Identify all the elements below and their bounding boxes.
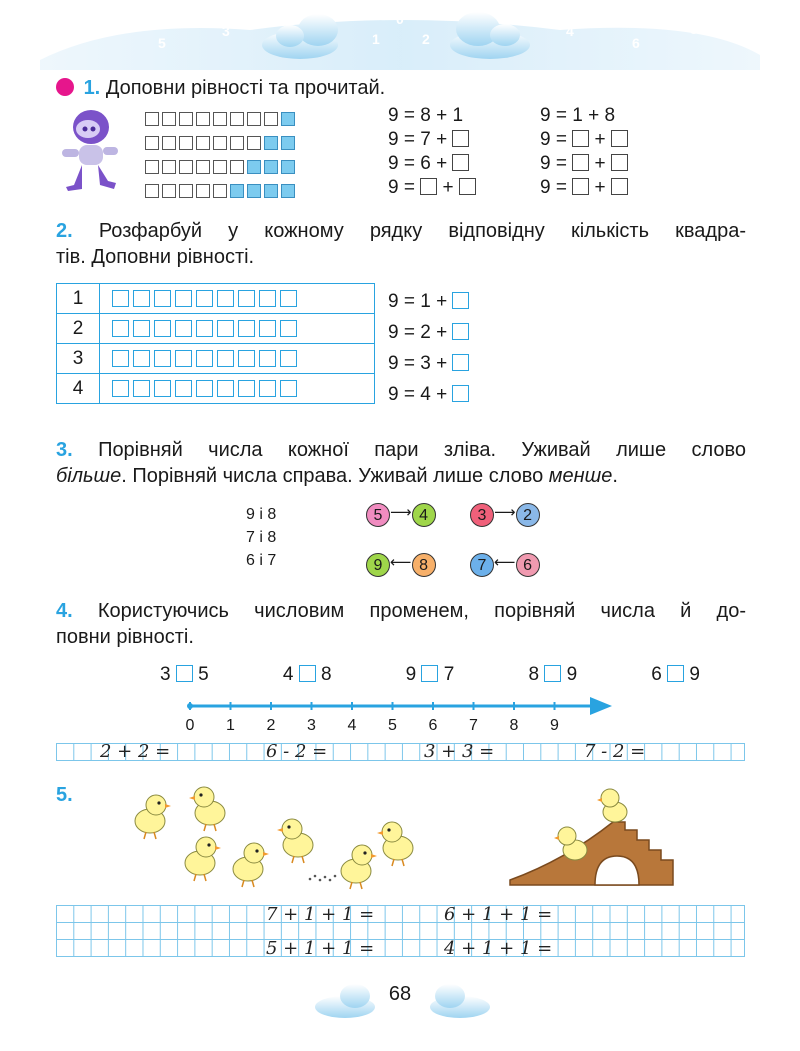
chick-icon [341, 845, 377, 889]
task2-heading [56, 218, 746, 270]
equation: 9 = 2 + [388, 317, 469, 348]
robot-icon [52, 105, 130, 195]
task2-number: 2. [56, 220, 73, 242]
answer-box[interactable] [452, 154, 469, 171]
answer-box[interactable] [459, 178, 476, 195]
band-digit: 6 [632, 35, 640, 51]
task3-text-line2: більше. Порівняй числа справа. Уживай лише слово менше. [56, 465, 618, 487]
chick-icon [189, 787, 225, 831]
chick-icon [185, 837, 221, 881]
equation: 9 = 8 + 1 [388, 105, 464, 126]
empty-square [179, 112, 193, 126]
empty-square [196, 112, 210, 126]
ray-tick-label: 0 [185, 717, 195, 734]
empty-square [162, 112, 176, 126]
comparison: 6 9 [651, 664, 700, 685]
ray-tick-label: 8 [509, 717, 519, 734]
answer-box[interactable] [544, 665, 561, 682]
colourable-square[interactable] [238, 320, 255, 337]
task1-square-rows [145, 110, 298, 206]
colourable-square[interactable] [133, 320, 150, 337]
band-digit: 2 [422, 31, 430, 47]
empty-square [247, 112, 261, 126]
task4-text-line2: повни рівності. [56, 626, 194, 648]
empty-square [247, 136, 261, 150]
arrow-left-icon: ⟵ [494, 554, 516, 571]
colourable-square[interactable] [112, 380, 129, 397]
colourable-square[interactable] [175, 290, 192, 307]
table-row [57, 344, 375, 374]
colouring-squares [100, 314, 375, 344]
colourable-square[interactable] [217, 380, 234, 397]
colourable-square[interactable] [217, 350, 234, 367]
cloud-icon [262, 14, 338, 59]
colourable-square[interactable] [112, 350, 129, 367]
answer-box[interactable] [421, 665, 438, 682]
colourable-square[interactable] [259, 350, 276, 367]
colourable-square[interactable] [133, 290, 150, 307]
empty-square [179, 136, 193, 150]
colourable-square[interactable] [259, 290, 276, 307]
chick-icon [277, 819, 313, 863]
colourable-square[interactable] [217, 290, 234, 307]
cloud-icon [450, 12, 530, 59]
empty-square [230, 136, 244, 150]
task5-writing-grid [56, 905, 745, 957]
task1-text: Доповни рівності та прочитай. [105, 77, 386, 99]
number-pair: 6 і 7 [246, 552, 277, 569]
empty-square [196, 160, 210, 174]
filled-square [247, 184, 261, 198]
row-number: 4 [57, 374, 100, 404]
empty-square [162, 160, 176, 174]
task4-text-line1: Користуючись числовим променем, порівняй числа й до- [97, 600, 746, 622]
colourable-square[interactable] [154, 290, 171, 307]
task2-table [56, 283, 375, 404]
colourable-square[interactable] [280, 320, 297, 337]
task2-text-line1: Розфарбуй у кожному рядку відповідну кількість квадра- [98, 220, 746, 242]
answer-box[interactable] [452, 385, 469, 402]
comparison: 8 9 [528, 664, 578, 685]
empty-square [179, 160, 193, 174]
equation: 9 = 1 + [388, 286, 469, 317]
number-circle: 6 [516, 553, 540, 577]
empty-square [213, 136, 227, 150]
band-digit: 7 [107, 15, 115, 31]
handwritten-expression: 7 - 2 = [584, 741, 646, 762]
ray-tick-label: 3 [307, 717, 316, 734]
square-row [145, 158, 298, 182]
equation: 9 = + [540, 128, 628, 152]
task2-equations [388, 286, 469, 410]
pink-dot-icon [56, 78, 74, 96]
colourable-square[interactable] [280, 350, 297, 367]
task3-number: 3. [56, 439, 73, 461]
task1-heading [56, 75, 385, 101]
colourable-square[interactable] [154, 350, 171, 367]
filled-square [281, 112, 295, 126]
colourable-square[interactable] [238, 350, 255, 367]
comparison: 9 7 [405, 664, 455, 685]
square-row [145, 182, 298, 206]
equation: 9 = 7 + [388, 128, 476, 152]
task5-number: 5. [56, 784, 73, 806]
chick-icon [233, 843, 269, 887]
answer-box[interactable] [452, 130, 469, 147]
band-digit: 3 [222, 23, 230, 39]
band-digit: 4 [566, 23, 574, 39]
filled-square [230, 184, 244, 198]
colourable-square[interactable] [280, 290, 297, 307]
band-digit: 5 [158, 35, 166, 51]
colourable-square[interactable] [196, 380, 213, 397]
colourable-square[interactable] [238, 380, 255, 397]
task4-heading [56, 598, 746, 650]
number-pair: 7 і 8 [246, 529, 277, 546]
answer-box[interactable] [572, 130, 589, 147]
colouring-squares [100, 374, 375, 404]
number-ray [180, 694, 620, 734]
filled-square [264, 184, 278, 198]
task5-heading [56, 782, 73, 808]
colourable-square[interactable] [196, 290, 213, 307]
number-circle: 5 [366, 503, 390, 527]
colourable-square[interactable] [112, 320, 129, 337]
filled-square [281, 136, 295, 150]
answer-box[interactable] [420, 178, 437, 195]
task3-pairs [246, 503, 276, 572]
colourable-square[interactable] [175, 380, 192, 397]
task2-text-line2: тів. Доповни рівності. [56, 246, 255, 268]
colourable-square[interactable] [217, 320, 234, 337]
empty-square [196, 184, 210, 198]
colourable-square[interactable] [196, 350, 213, 367]
number-circle: 2 [516, 503, 540, 527]
ray-tick-label: 1 [226, 717, 235, 734]
colourable-square[interactable] [196, 320, 213, 337]
square-row [145, 110, 298, 134]
colourable-square[interactable] [175, 350, 192, 367]
filled-square [281, 160, 295, 174]
empty-square [230, 160, 244, 174]
number-circle: 8 [412, 553, 436, 577]
empty-square [179, 184, 193, 198]
row-number: 1 [57, 284, 100, 314]
task3-circle-pair [470, 553, 540, 577]
colourable-square[interactable] [259, 380, 276, 397]
empty-square [162, 184, 176, 198]
cloud-icon [315, 984, 375, 1018]
colourable-square[interactable] [154, 320, 171, 337]
empty-square [162, 136, 176, 150]
arrow-right-icon: ⟶ [494, 504, 516, 521]
band-digit: 0 [396, 11, 404, 27]
colourable-square[interactable] [238, 290, 255, 307]
ray-tick-label: 7 [469, 717, 478, 734]
empty-square [145, 112, 159, 126]
handwritten-expression: 4 + 1 + 1 = [444, 938, 553, 959]
ray-tick-label: 6 [428, 717, 438, 734]
colourable-square[interactable] [154, 380, 171, 397]
task3-circle-pair [470, 503, 540, 527]
equation: 9 = + [388, 176, 476, 200]
empty-square [213, 184, 227, 198]
empty-square [230, 112, 244, 126]
task3-circle-pair [366, 553, 436, 577]
chick-icon [554, 827, 587, 860]
empty-square [145, 136, 159, 150]
comparison: 3 5 [160, 664, 209, 685]
arrowhead-icon [590, 697, 612, 715]
arrow-right-icon: ⟶ [390, 504, 412, 521]
colourable-square[interactable] [112, 290, 129, 307]
table-row [57, 314, 375, 344]
empty-square [213, 160, 227, 174]
band-digit: 1 [372, 31, 380, 47]
answer-box[interactable] [667, 665, 684, 682]
equation: 9 = 4 + [388, 379, 469, 410]
filled-square [264, 136, 278, 150]
band-digit: 8 [690, 21, 698, 37]
answer-box[interactable] [452, 354, 469, 371]
header-cloud-band [0, 0, 800, 70]
task4-number: 4. [56, 600, 73, 622]
answer-box[interactable] [572, 154, 589, 171]
ray-tick-label: 2 [266, 717, 276, 734]
chick-icon [135, 795, 171, 839]
empty-square [213, 112, 227, 126]
task3-text-line1: Порівняй числа кожної пари зліва. Уживай лише слово [98, 439, 746, 461]
answer-box[interactable] [611, 178, 628, 195]
colourable-square[interactable] [259, 320, 276, 337]
empty-square [145, 160, 159, 174]
filled-square [281, 184, 295, 198]
task3-circle-pair [366, 503, 436, 527]
arrow-left-icon: ⟵ [390, 554, 412, 571]
ray-tick-label: 9 [550, 717, 559, 734]
chick-icon [597, 789, 627, 822]
handwritten-expression: 2 + 2 = [100, 741, 171, 762]
handwritten-expression: 3 + 3 = [424, 741, 495, 762]
row-number: 3 [57, 344, 100, 374]
slide-with-chicks-icon [505, 780, 685, 890]
task3-heading [56, 437, 746, 489]
empty-square [145, 184, 159, 198]
handwritten-expression: 5 + 1 + 1 = [266, 938, 375, 959]
answer-box[interactable] [176, 665, 193, 682]
equation: 9 = + [540, 152, 628, 176]
colouring-squares [100, 284, 375, 314]
square-row [145, 134, 298, 158]
table-row [57, 374, 375, 404]
number-circle: 7 [470, 553, 494, 577]
answer-box[interactable] [611, 130, 628, 147]
task1-left-equations [388, 104, 476, 200]
handwritten-expression: 6 + 1 + 1 = [444, 904, 553, 925]
row-number: 2 [57, 314, 100, 344]
handwritten-expression: 7 + 1 + 1 = [266, 904, 375, 925]
number-circle: 4 [412, 503, 436, 527]
colourable-square[interactable] [280, 380, 297, 397]
task1-right-equations [540, 104, 628, 200]
empty-square [264, 112, 278, 126]
colourable-square[interactable] [175, 320, 192, 337]
answer-box[interactable] [611, 154, 628, 171]
answer-box[interactable] [572, 178, 589, 195]
answer-box[interactable] [452, 323, 469, 340]
answer-box[interactable] [299, 665, 316, 682]
colourable-square[interactable] [133, 350, 150, 367]
colouring-squares [100, 344, 375, 374]
equation: 9 = + [540, 176, 628, 200]
table-row [57, 284, 375, 314]
page-number: 68 [388, 983, 412, 1005]
filled-square [247, 160, 261, 174]
ray-tick-label: 5 [388, 717, 397, 734]
empty-square [196, 136, 210, 150]
ray-tick-label: 4 [347, 717, 357, 734]
number-circle: 3 [470, 503, 494, 527]
chick-icon [377, 822, 413, 866]
answer-box[interactable] [452, 292, 469, 309]
equation: 9 = 3 + [388, 348, 469, 379]
comparison: 4 8 [282, 664, 332, 685]
equation: 9 = 1 + 8 [540, 105, 616, 126]
task4-comparisons [160, 664, 700, 686]
task1-number: 1. [83, 77, 101, 99]
handwritten-expression: 6 - 2 = [266, 741, 328, 762]
filled-square [264, 160, 278, 174]
equation: 9 = 6 + [388, 152, 476, 176]
colourable-square[interactable] [133, 380, 150, 397]
chicks-illustration [120, 775, 420, 890]
number-pair: 9 і 8 [246, 506, 277, 523]
cloud-icon [430, 984, 490, 1018]
number-circle: 9 [366, 553, 390, 577]
